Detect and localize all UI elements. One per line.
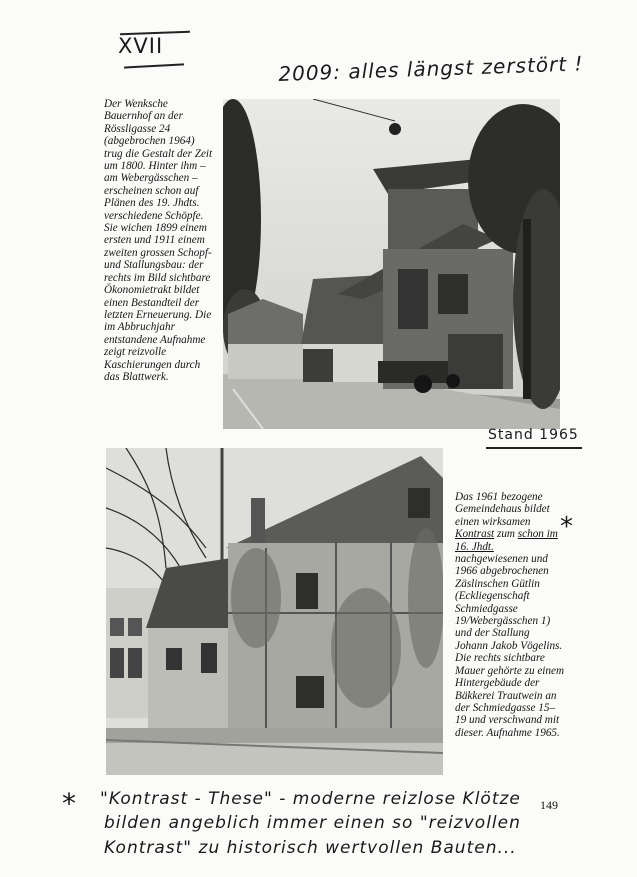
bottom-note-line3: Kontrast" zu historisch wertvollen Bauten...	[104, 838, 517, 858]
bottom-note-line1: "Kontrast - These" - moderne reizlose Klötze	[100, 789, 521, 809]
bottom-star: *	[62, 787, 77, 820]
photo-stamp-stand: Stand 1965	[488, 427, 579, 443]
roman-numeral-underline	[124, 63, 184, 68]
caption-right-kontrast: Kontrast	[455, 528, 495, 541]
caption-right-underlined: schon im 16. Jhdt.	[455, 528, 558, 553]
caption-right-part2: zum	[494, 528, 518, 541]
photo-farmhouse	[223, 99, 560, 429]
page-number: 149	[540, 798, 558, 812]
margin-star: *	[560, 512, 574, 542]
caption-right	[455, 491, 565, 739]
caption-right-part3: nachgewiesenen und 1966 abgebrochenen Zäslinschen Gütlin (Eckliegenschaft Schmiedgasse 19/Webergässchen 1) und der Stallung Johann Jakob Vögelins. Die rechts sichtbare Mauer gehörte zu einem Hintergebäude der Bäkkerei Trautwein an der Schmiedgasse 15–19 und verschwand mit dieser. Aufnahme 1965.	[455, 553, 565, 739]
caption-right-part1: Das 1961 bezogene Gemeindehaus bildet einen wirksamen	[455, 491, 550, 528]
roman-numeral: XVII	[118, 34, 164, 58]
bottom-note-line2: bilden angeblich immer einen so "reizvollen	[104, 813, 521, 833]
top-handwritten-note: 2009: alles längst zerstört !	[278, 51, 584, 86]
caption-left: Der Wenksche Bauernhof an der Rössligasse 24 (abgebrochen 1964) trug die Gestalt der Zeit um 1800. Hinter ihm – am Webergässchen – erscheinen schon auf Plänen des 19. Jhdts. verschiedene Schöpfe. Sie wichen 1899 einem ersten und 1911 einem zweiten grossen Schopf- und Stallungsbau: der rechts im Bild sichtbare Ökonomietrakt bildet einen Bestandteil der letzten Erneuerung. Die im Abbruchjahr entstandene Aufnahme zeigt reizvolle Kaschierungen durch das Blattwerk.	[104, 98, 213, 383]
photo-old-house	[106, 448, 443, 775]
photo-stamp-underline	[486, 447, 582, 449]
